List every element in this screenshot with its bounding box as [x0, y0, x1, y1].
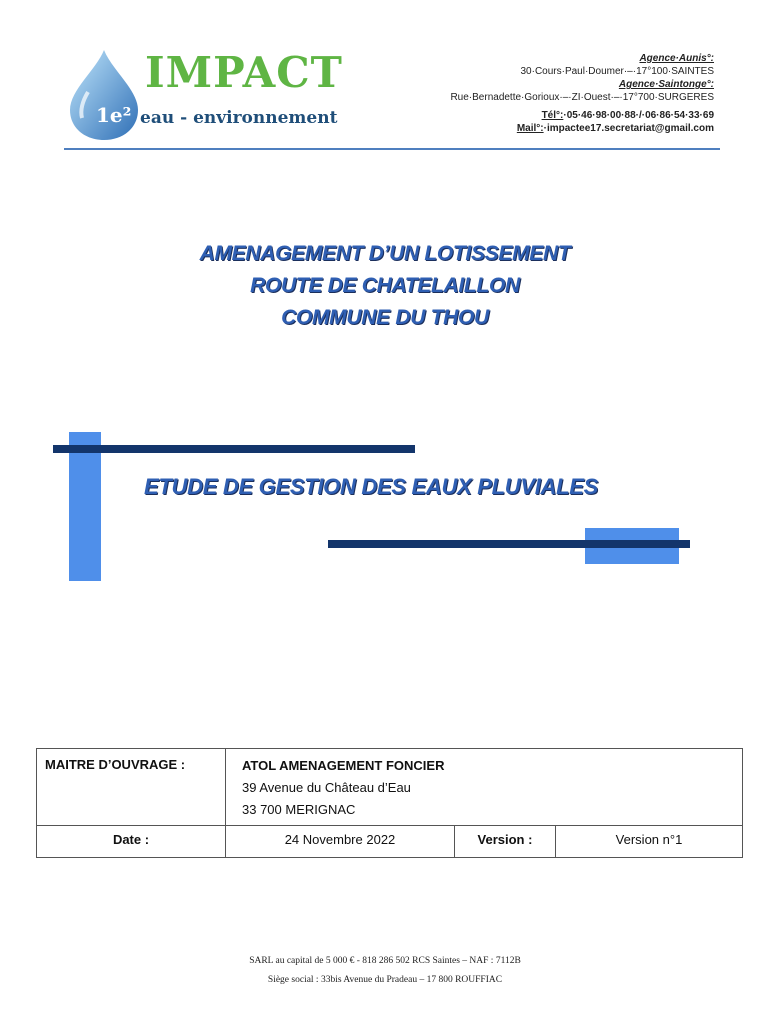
owner-details [226, 749, 743, 826]
logo-name: IMPACT [145, 48, 343, 97]
project-info-table [36, 748, 743, 858]
decor-vertical-bar [69, 432, 101, 581]
version-label: Version : [455, 826, 556, 858]
header-divider [64, 148, 720, 150]
owner-address-1: 39 Avenue du Château d’Eau [242, 780, 411, 795]
date-label: Date : [37, 826, 226, 858]
date-value: 24 Novembre 2022 [226, 826, 455, 858]
footer-office: Siège social : 33bis Avenue du Pradeau – 17 800 ROUFFIAC [267, 975, 503, 985]
footer [0, 952, 770, 990]
agency1-address: 30·Cours·Paul·Doumer·–·17°100·SAINTES [520, 66, 714, 77]
title-line-1: AMENAGEMENT D’UN LOTISSEMENT [199, 242, 571, 265]
project-title [0, 238, 770, 334]
logo-tagline: eau - environnement [140, 108, 338, 128]
study-subject: ETUDE DE GESTION DES EAUX PLUVIALES [144, 474, 599, 499]
contact-mail: Mail°:·impactee17.secretariat@gmail.com [516, 123, 714, 134]
owner-row [37, 749, 743, 826]
title-line-2: ROUTE DE CHATELAILLON [250, 274, 520, 297]
date-row [37, 826, 743, 858]
version-value: Version n°1 [556, 826, 743, 858]
owner-address-2: 33 700 MERIGNAC [242, 802, 356, 817]
footer-legal: SARL au capital de 5 000 € - 818 286 502 RCS Saintes – NAF : 7112B [249, 956, 521, 966]
impact-logo-drop-icon [66, 48, 142, 142]
owner-name: ATOL AMENAGEMENT FONCIER [242, 758, 445, 773]
logo-drop-text: 1e² [96, 103, 132, 127]
decor-bottom-rule [328, 540, 690, 548]
agency2-address: Rue·Bernadette·Gorioux·–·ZI·Ouest·–·17°700·SURGERES [450, 92, 714, 103]
owner-label: MAITRE D’OUVRAGE : [37, 749, 226, 826]
agency1-label: Agence·Aunis°: [639, 53, 714, 64]
agency2-label: Agence·Saintonge°: [618, 79, 714, 90]
decor-top-rule [53, 445, 415, 453]
contact-phone: Tél°:·05·46·98·00·88·/·06·86·54·33·69 [541, 110, 714, 121]
title-line-3: COMMUNE DU THOU [281, 306, 489, 329]
